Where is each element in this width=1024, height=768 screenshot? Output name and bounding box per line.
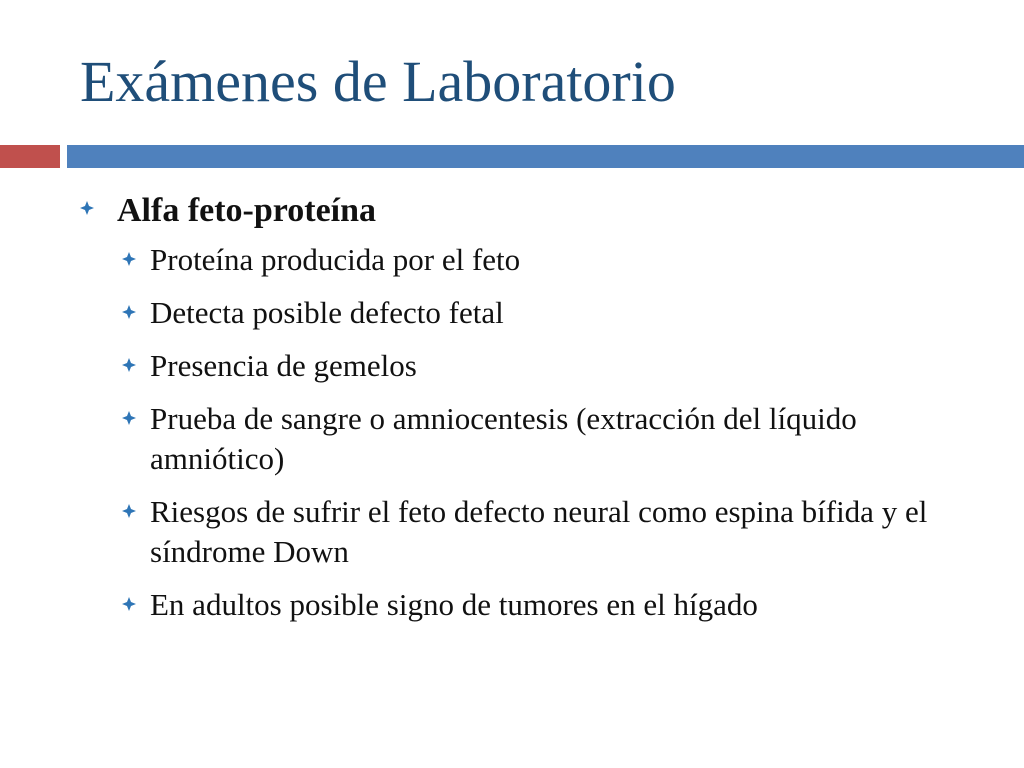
diamond-bullet-icon: [122, 411, 136, 425]
list-item-text: Detecta posible defecto fetal: [150, 295, 504, 330]
list-item-text: En adultos posible signo de tumores en el hígado: [150, 587, 758, 622]
list-item: [80, 399, 980, 479]
list-item-text: Riesgos de sufrir el feto defecto neural como espina bífida y el síndrome Down: [150, 494, 928, 569]
list-item: [80, 492, 980, 572]
bullet-heading-text: Alfa feto-proteína: [117, 192, 377, 229]
slide-title: Exámenes de Laboratorio: [80, 49, 676, 114]
diamond-bullet-icon: [122, 358, 136, 372]
diamond-bullet-icon: [122, 597, 136, 611]
sub-bullet-list: [80, 240, 980, 625]
list-item-text: Proteína producida por el feto: [150, 242, 521, 277]
list-item: [80, 346, 980, 386]
list-item: [80, 585, 980, 625]
list-item-text: Prueba de sangre o amniocentesis (extracción del líquido amniótico): [150, 401, 857, 476]
list-item-text: Presencia de gemelos: [150, 348, 417, 383]
diamond-bullet-icon: [122, 305, 136, 319]
list-item: [80, 293, 980, 333]
diamond-bullet-icon: [122, 504, 136, 518]
title-accent-bar-blue: [67, 145, 1024, 168]
diamond-bullet-icon: [80, 201, 94, 215]
diamond-bullet-icon: [122, 252, 136, 266]
bullet-heading: [80, 190, 980, 232]
slide-body: [80, 190, 980, 638]
title-accent-bar-red: [0, 145, 60, 168]
list-item: [80, 240, 980, 280]
